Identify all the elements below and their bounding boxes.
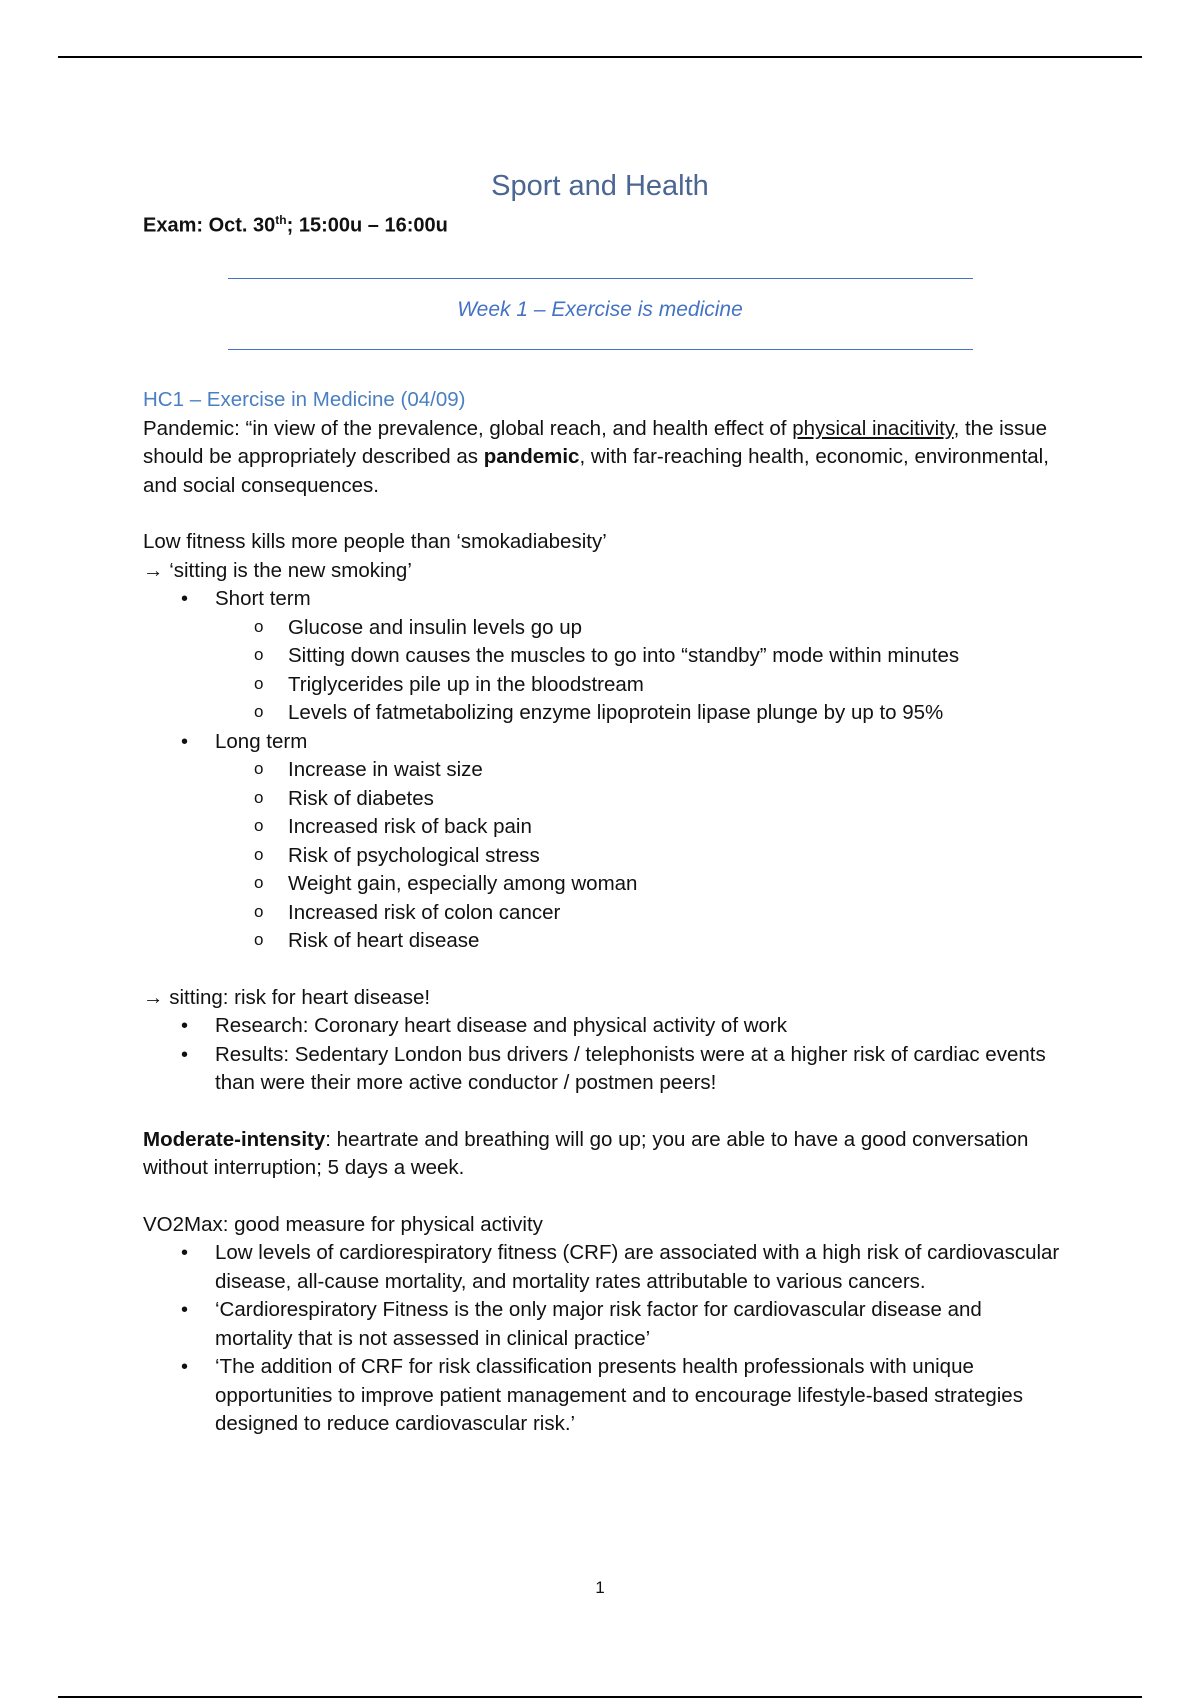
list-item: • Results: Sedentary London bus drivers / telephonists were at a higher risk of cardiac events than were their more active conductor / postmen peers! (143, 1041, 1063, 1098)
underlined-term: physical inacitivity (792, 416, 954, 440)
list-item: • Low levels of cardiorespiratory fitness (CRF) are associated with a high risk of cardiovascular disease, all-cause mortality, and mortality rates attributable to various cancers. (143, 1239, 1063, 1296)
document-title: Sport and Health (491, 170, 709, 202)
list-item: o Increased risk of back pain (143, 813, 1063, 842)
list-item: o Triglycerides pile up in the bloodstream (143, 671, 1063, 700)
list-item: o Weight gain, especially among woman (143, 870, 1063, 899)
section-heading: HC1 – Exercise in Medicine (04/09) (143, 388, 466, 411)
long-term-list (215, 756, 1063, 956)
pandemic-paragraph: Pandemic: “in view of the prevalence, global reach, and health effect of physical inacitivity, the issue should be appropriately described as pandemic, with far-reaching health, economic, environmental, and social consequences. (143, 416, 1049, 497)
week-heading: Week 1 – Exercise is medicine (457, 298, 743, 321)
list-item: o Sitting down causes the muscles to go into “standby” mode within minutes (143, 642, 1063, 671)
page-top-rule (58, 56, 1142, 58)
list-item: o Levels of fatmetabolizing enzyme lipoprotein lipase plunge by up to 95% (143, 699, 1063, 728)
list-item: • ‘Cardiorespiratory Fitness is the only major risk factor for cardiovascular disease and mortality that is not assessed in clinical practice’ (143, 1296, 1063, 1353)
vo2max-line: VO2Max: good measure for physical activity (143, 1212, 543, 1236)
document-body (143, 386, 1063, 1439)
list-item: • Long term o Increase in waist size o Risk of diabetes o Increased risk of back pain o Risk of psychological stress o Weight gain, especially among woman o Increased risk of colon cancer o Risk of heart disease (143, 728, 1063, 956)
list-item: o Glucose and insulin levels go up (143, 614, 1063, 643)
week-bottom-rule (228, 349, 973, 350)
list-item: o Increased risk of colon cancer (143, 899, 1063, 928)
list-item: • Short term o Glucose and insulin levels go up o Sitting down causes the muscles to go into “standby” mode within minutes o Triglycerides pile up in the bloodstream o Levels of fatmetabolizing enzyme lipoprotein lipase plunge by up to 95% (143, 585, 1063, 728)
research-list (143, 1012, 1063, 1098)
list-item: o Risk of diabetes (143, 785, 1063, 814)
page-bottom-rule (58, 1696, 1142, 1698)
sitting-smoking-line: → ‘sitting is the new smoking’ (143, 558, 412, 582)
exam-info: Exam: Oct. 30th; 15:00u – 16:00u (143, 213, 448, 237)
vo2max-list (143, 1239, 1063, 1439)
term-list (143, 585, 1063, 956)
week-top-rule (228, 278, 973, 279)
short-term-list (215, 614, 1063, 728)
low-fitness-line: Low fitness kills more people than ‘smokadiabesity’ (143, 530, 607, 553)
page-number: 1 (595, 1578, 605, 1597)
list-item: o Risk of psychological stress (143, 842, 1063, 871)
list-item: o Risk of heart disease (143, 927, 1063, 956)
list-item: • Research: Coronary heart disease and physical activity of work (143, 1012, 1063, 1041)
list-item: • ‘The addition of CRF for risk classification presents health professionals with unique opportunities to improve patient management and to encourage lifestyle-based strategies designed to reduce cardiovascular risk.’ (143, 1353, 1063, 1439)
list-item: o Increase in waist size (143, 756, 1063, 785)
moderate-intensity-paragraph: Moderate-intensity: heartrate and breathing will go up; you are able to have a good conversation without interruption; 5 days a week. (143, 1127, 1029, 1179)
sitting-risk-line: → sitting: risk for heart disease! (143, 985, 431, 1009)
